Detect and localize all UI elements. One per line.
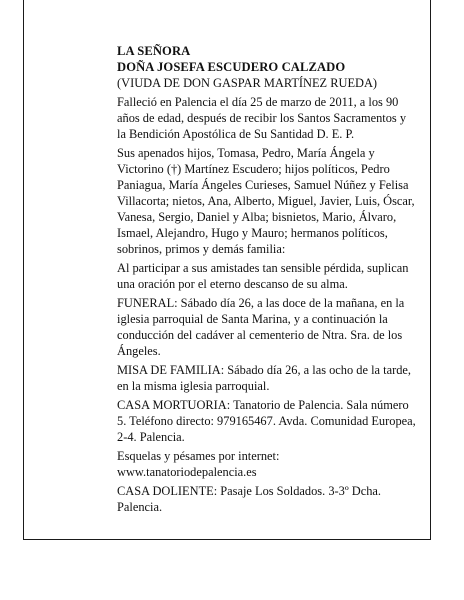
death-announcement: Falleció en Palencia el día 25 de marzo de 2011, a los 90 años de edad, después de recibir los Santos Sacramentos y la Bendición Apostólica de Su Santidad D. E. P. (117, 95, 407, 141)
notice-title: LA SEÑORA (117, 44, 191, 58)
family-home-info: CASA DOLIENTE: Pasaje Los Soldados. 3-3º Dcha. Palencia. (117, 484, 382, 514)
prayer-request: Al participar a sus amistades tan sensible pérdida, suplican una oración por el eterno descanso de su alma. (117, 261, 409, 291)
widow-line: (VIUDA DE DON GASPAR MARTÍNEZ RUEDA) (117, 76, 378, 90)
family-mass-info: MISA DE FAMILIA: Sábado día 26, a las ocho de la tarde, en la misma iglesia parroquial. (117, 363, 411, 393)
mortuary-info: CASA MORTUORIA: Tanatorio de Palencia. Sala número 5. Teléfono directo: 979165467. Avda. Comunidad Europea, 2-4. Palencia. (117, 398, 416, 444)
condolences-info: Esquelas y pésames por internet: www.tanatoriodepalencia.es (117, 449, 280, 479)
deceased-name: DOÑA JOSEFA ESCUDERO CALZADO (117, 60, 346, 74)
family-list: Sus apenados hijos, Tomasa, Pedro, María Ángela y Victorino (†) Martínez Escudero; hijos políticos, Pedro Paniagua, María Ángeles Curieses, Samuel Núñez y Felisa Villacorta; nietos, Ana, Alberto, Miguel, Javier, Luis, Óscar, Vanesa, Sergio, Daniel y Alba; bisnietos, Mario, Álvaro, Ismael, Alejandro, Hugo y Mauro; hermanos políticos, sobrinos, primos y demás familia: (117, 146, 415, 256)
funeral-info: FUNERAL: Sábado día 26, a las doce de la mañana, en la iglesia parroquial de Santa Marina, y a continuación la conducción del cadáver al cementerio de Ntra. Sra. de los Ángeles. (117, 296, 405, 358)
obituary-notice (117, 43, 417, 518)
